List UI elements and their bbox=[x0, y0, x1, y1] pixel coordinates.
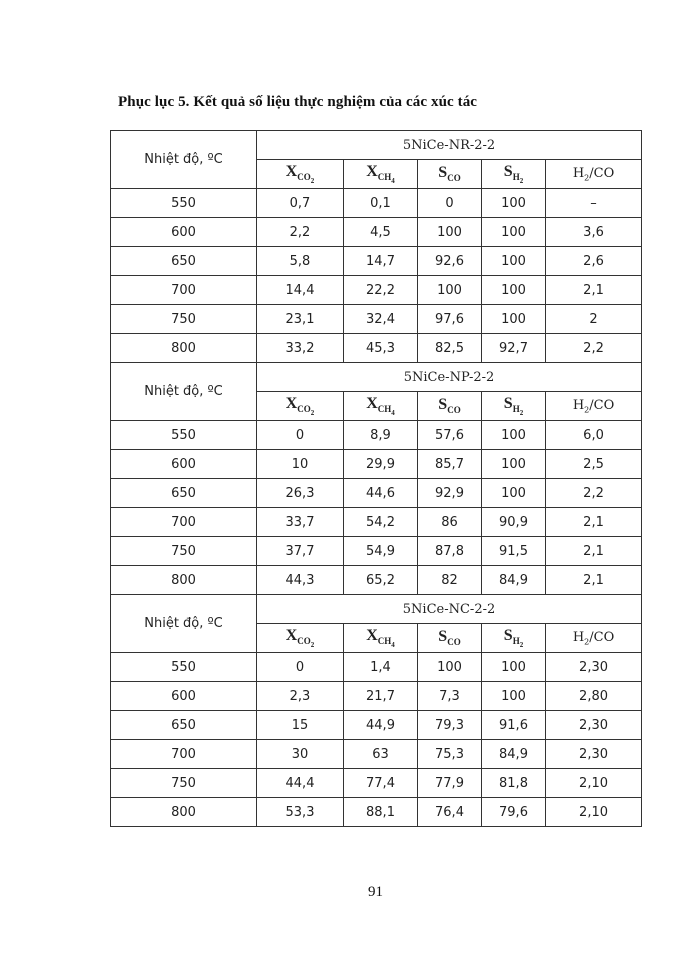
subscript-text: 2 bbox=[584, 405, 590, 415]
catalyst-name: 5NiCe-NR-2-2 bbox=[257, 131, 642, 160]
table-row bbox=[111, 653, 642, 682]
value-cell: 100 bbox=[482, 305, 546, 334]
column-symbol: H bbox=[572, 165, 585, 181]
value-cell: 2,10 bbox=[546, 769, 642, 798]
column-symbol: S bbox=[503, 395, 513, 412]
column-subscript bbox=[297, 636, 315, 649]
temperature-cell: 650 bbox=[111, 479, 257, 508]
table-row bbox=[111, 450, 642, 479]
column-header bbox=[257, 392, 344, 421]
subscript-index: 2 bbox=[519, 408, 524, 417]
value-cell: 100 bbox=[482, 421, 546, 450]
value-cell: 91,6 bbox=[482, 711, 546, 740]
column-symbol: S bbox=[438, 164, 448, 182]
column-header bbox=[257, 624, 344, 653]
value-cell: 100 bbox=[482, 189, 546, 218]
column-symbol: X bbox=[366, 395, 378, 412]
subscript-index: 4 bbox=[391, 640, 395, 649]
table-row bbox=[111, 798, 642, 827]
column-symbol: H bbox=[572, 629, 585, 645]
value-cell: 92,6 bbox=[418, 247, 482, 276]
value-cell: 2,80 bbox=[546, 682, 642, 711]
value-cell: 0 bbox=[257, 653, 344, 682]
temperature-cell: 600 bbox=[111, 450, 257, 479]
value-cell: 21,7 bbox=[344, 682, 418, 711]
value-cell: 44,9 bbox=[344, 711, 418, 740]
value-cell: 30 bbox=[257, 740, 344, 769]
value-cell: 84,9 bbox=[482, 740, 546, 769]
column-subscript bbox=[297, 404, 315, 417]
table-row bbox=[111, 508, 642, 537]
column-suffix: /CO bbox=[589, 397, 615, 413]
subscript-index: 4 bbox=[391, 408, 395, 417]
value-cell: 14,4 bbox=[257, 276, 344, 305]
value-cell: 2,2 bbox=[257, 218, 344, 247]
temperature-cell: 800 bbox=[111, 566, 257, 595]
column-symbol: X bbox=[285, 627, 298, 644]
value-cell: 100 bbox=[482, 682, 546, 711]
table-row bbox=[111, 479, 642, 508]
catalyst-name: 5NiCe-NC-2-2 bbox=[257, 595, 642, 624]
value-cell: 76,4 bbox=[418, 798, 482, 827]
value-cell: 100 bbox=[418, 653, 482, 682]
subscript-index: 2 bbox=[310, 176, 315, 185]
column-header bbox=[546, 160, 642, 189]
value-cell: 23,1 bbox=[257, 305, 344, 334]
subscript-text: CO bbox=[447, 637, 461, 648]
subscript-index: 2 bbox=[519, 640, 524, 649]
column-symbol: X bbox=[285, 395, 298, 412]
table-row bbox=[111, 334, 642, 363]
value-cell: 85,7 bbox=[418, 450, 482, 479]
column-suffix: /CO bbox=[589, 629, 615, 645]
value-cell: 2,30 bbox=[546, 711, 642, 740]
value-cell: 63 bbox=[344, 740, 418, 769]
column-symbol: S bbox=[438, 396, 448, 414]
value-cell: 10 bbox=[257, 450, 344, 479]
column-header bbox=[418, 392, 482, 421]
value-cell: 2,10 bbox=[546, 798, 642, 827]
column-header bbox=[482, 624, 546, 653]
subscript-text: CH bbox=[377, 172, 392, 183]
subscript-text: H bbox=[512, 404, 520, 415]
section-header-row bbox=[111, 363, 642, 392]
column-subscript bbox=[377, 636, 395, 649]
subscript-index: 2 bbox=[310, 640, 315, 649]
column-subscript bbox=[512, 636, 524, 649]
value-cell: 53,3 bbox=[257, 798, 344, 827]
value-cell: 100 bbox=[418, 276, 482, 305]
column-header bbox=[482, 160, 546, 189]
value-cell: 54,9 bbox=[344, 537, 418, 566]
value-cell: 37,7 bbox=[257, 537, 344, 566]
value-cell: 2,2 bbox=[546, 479, 642, 508]
value-cell: 0 bbox=[418, 189, 482, 218]
temperature-header: Nhiệt độ, ºC bbox=[111, 595, 257, 653]
subscript-index: 2 bbox=[310, 408, 315, 417]
column-header bbox=[546, 392, 642, 421]
table-row bbox=[111, 247, 642, 276]
subscript-text: 2 bbox=[584, 173, 590, 183]
value-cell: 15 bbox=[257, 711, 344, 740]
value-cell: 4,5 bbox=[344, 218, 418, 247]
value-cell: 2,3 bbox=[257, 682, 344, 711]
value-cell: 82,5 bbox=[418, 334, 482, 363]
value-cell: 92,9 bbox=[418, 479, 482, 508]
subscript-text: CO bbox=[297, 404, 311, 415]
value-cell: 2,2 bbox=[546, 334, 642, 363]
catalyst-name: 5NiCe-NP-2-2 bbox=[257, 363, 642, 392]
column-subscript bbox=[377, 404, 395, 417]
column-subscript bbox=[447, 406, 461, 416]
section-header-row bbox=[111, 131, 642, 160]
value-cell: 91,5 bbox=[482, 537, 546, 566]
subscript-text: H bbox=[512, 172, 520, 183]
temperature-cell: 800 bbox=[111, 798, 257, 827]
column-symbol: H bbox=[572, 397, 585, 413]
appendix-title: Phục lục 5. Kết quả số liệu thực nghiệm của các xúc tác bbox=[118, 94, 478, 110]
value-cell: 6,0 bbox=[546, 421, 642, 450]
temperature-cell: 550 bbox=[111, 421, 257, 450]
value-cell: 2,6 bbox=[546, 247, 642, 276]
value-cell: 97,6 bbox=[418, 305, 482, 334]
column-subscript bbox=[447, 638, 461, 648]
value-cell: 2,30 bbox=[546, 740, 642, 769]
table-row bbox=[111, 276, 642, 305]
table-row bbox=[111, 740, 642, 769]
temperature-cell: 750 bbox=[111, 769, 257, 798]
value-cell: 100 bbox=[482, 653, 546, 682]
column-header bbox=[418, 624, 482, 653]
subscript-text: CO bbox=[447, 173, 461, 184]
column-subscript bbox=[377, 172, 395, 185]
table-row bbox=[111, 682, 642, 711]
subscript-index: 2 bbox=[519, 176, 524, 185]
column-symbol: X bbox=[366, 163, 378, 180]
column-symbol: S bbox=[503, 163, 513, 180]
value-cell: 2 bbox=[546, 305, 642, 334]
column-symbol: X bbox=[285, 163, 298, 180]
value-cell: 0,7 bbox=[257, 189, 344, 218]
value-cell: 8,9 bbox=[344, 421, 418, 450]
value-cell: 81,8 bbox=[482, 769, 546, 798]
column-symbol: S bbox=[503, 627, 513, 644]
value-cell: 44,4 bbox=[257, 769, 344, 798]
value-cell: 86 bbox=[418, 508, 482, 537]
results-table bbox=[110, 130, 642, 827]
value-cell: 79,6 bbox=[482, 798, 546, 827]
column-subscript bbox=[512, 404, 524, 417]
value-cell: 75,3 bbox=[418, 740, 482, 769]
value-cell: 65,2 bbox=[344, 566, 418, 595]
value-cell: 100 bbox=[482, 247, 546, 276]
temperature-cell: 800 bbox=[111, 334, 257, 363]
temperature-cell: 700 bbox=[111, 740, 257, 769]
value-cell: 54,2 bbox=[344, 508, 418, 537]
temperature-cell: 650 bbox=[111, 711, 257, 740]
temperature-header: Nhiệt độ, ºC bbox=[111, 363, 257, 421]
value-cell: 5,8 bbox=[257, 247, 344, 276]
column-header bbox=[546, 624, 642, 653]
value-cell: 2,1 bbox=[546, 537, 642, 566]
value-cell: 82 bbox=[418, 566, 482, 595]
column-subscript bbox=[297, 172, 315, 185]
value-cell: 79,3 bbox=[418, 711, 482, 740]
subscript-text: CO bbox=[447, 405, 461, 416]
value-cell: 29,9 bbox=[344, 450, 418, 479]
subscript-text: CH bbox=[377, 404, 392, 415]
temperature-cell: 650 bbox=[111, 247, 257, 276]
column-symbol: S bbox=[438, 628, 448, 646]
table-row bbox=[111, 421, 642, 450]
value-cell: 84,9 bbox=[482, 566, 546, 595]
temperature-cell: 700 bbox=[111, 276, 257, 305]
value-cell: 1,4 bbox=[344, 653, 418, 682]
value-cell: 44,6 bbox=[344, 479, 418, 508]
temperature-cell: 550 bbox=[111, 653, 257, 682]
value-cell: 14,7 bbox=[344, 247, 418, 276]
value-cell: 2,1 bbox=[546, 508, 642, 537]
value-cell: 2,30 bbox=[546, 653, 642, 682]
value-cell: 100 bbox=[482, 479, 546, 508]
value-cell: – bbox=[546, 189, 642, 218]
value-cell: 7,3 bbox=[418, 682, 482, 711]
table-row bbox=[111, 305, 642, 334]
value-cell: 26,3 bbox=[257, 479, 344, 508]
column-header bbox=[482, 392, 546, 421]
value-cell: 100 bbox=[482, 218, 546, 247]
table-row bbox=[111, 218, 642, 247]
value-cell: 33,7 bbox=[257, 508, 344, 537]
value-cell: 32,4 bbox=[344, 305, 418, 334]
value-cell: 88,1 bbox=[344, 798, 418, 827]
table-row bbox=[111, 711, 642, 740]
table-row bbox=[111, 769, 642, 798]
table-row bbox=[111, 189, 642, 218]
subscript-index: 4 bbox=[391, 176, 395, 185]
value-cell: 33,2 bbox=[257, 334, 344, 363]
value-cell: 2,1 bbox=[546, 276, 642, 305]
value-cell: 100 bbox=[482, 276, 546, 305]
column-header bbox=[344, 392, 418, 421]
page-number: 91 bbox=[368, 884, 383, 900]
subscript-text: 2 bbox=[584, 637, 590, 647]
temperature-cell: 550 bbox=[111, 189, 257, 218]
temperature-cell: 700 bbox=[111, 508, 257, 537]
value-cell: 92,7 bbox=[482, 334, 546, 363]
value-cell: 45,3 bbox=[344, 334, 418, 363]
value-cell: 2,5 bbox=[546, 450, 642, 479]
value-cell: 77,9 bbox=[418, 769, 482, 798]
value-cell: 3,6 bbox=[546, 218, 642, 247]
value-cell: 0 bbox=[257, 421, 344, 450]
section-header-row bbox=[111, 595, 642, 624]
column-symbol: X bbox=[366, 627, 378, 644]
value-cell: 2,1 bbox=[546, 566, 642, 595]
value-cell: 44,3 bbox=[257, 566, 344, 595]
subscript-text: CO bbox=[297, 636, 311, 647]
value-cell: 0,1 bbox=[344, 189, 418, 218]
value-cell: 100 bbox=[482, 450, 546, 479]
column-subscript bbox=[512, 172, 524, 185]
subscript-text: CH bbox=[377, 636, 392, 647]
value-cell: 87,8 bbox=[418, 537, 482, 566]
table-row bbox=[111, 566, 642, 595]
temperature-cell: 600 bbox=[111, 218, 257, 247]
column-header bbox=[257, 160, 344, 189]
temperature-cell: 600 bbox=[111, 682, 257, 711]
column-header bbox=[344, 624, 418, 653]
column-subscript bbox=[447, 174, 461, 184]
temperature-header: Nhiệt độ, ºC bbox=[111, 131, 257, 189]
subscript-text: CO bbox=[297, 172, 311, 183]
value-cell: 90,9 bbox=[482, 508, 546, 537]
column-suffix: /CO bbox=[589, 165, 615, 181]
value-cell: 22,2 bbox=[344, 276, 418, 305]
temperature-cell: 750 bbox=[111, 537, 257, 566]
value-cell: 77,4 bbox=[344, 769, 418, 798]
value-cell: 100 bbox=[418, 218, 482, 247]
value-cell: 57,6 bbox=[418, 421, 482, 450]
subscript-text: H bbox=[512, 636, 520, 647]
temperature-cell: 750 bbox=[111, 305, 257, 334]
column-header bbox=[344, 160, 418, 189]
column-header bbox=[418, 160, 482, 189]
table-row bbox=[111, 537, 642, 566]
